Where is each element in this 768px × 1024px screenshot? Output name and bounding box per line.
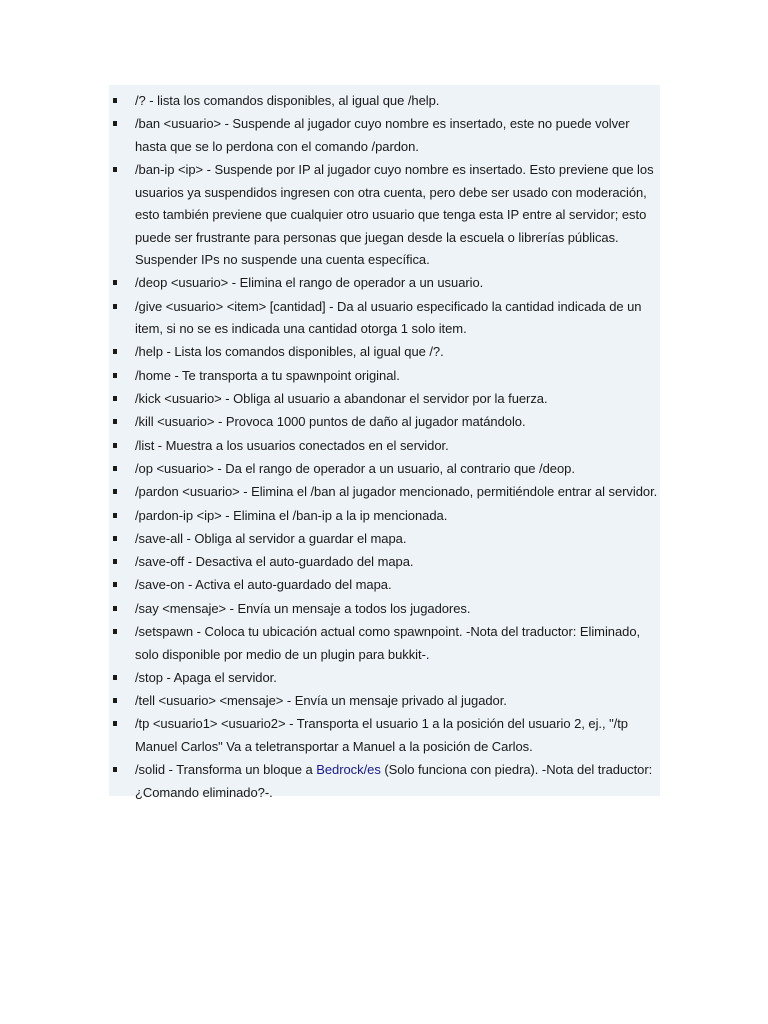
list-item — [109, 341, 660, 364]
bullet-icon — [113, 629, 117, 634]
command-text: /list - Muestra a los usuarios conectados en el servidor. — [135, 437, 449, 453]
list-item — [109, 528, 660, 551]
list-item — [109, 713, 660, 758]
command-text: /kick <usuario> - Obliga al usuario a abandonar el servidor por la fuerza. — [135, 391, 548, 407]
bullet-icon — [113, 121, 117, 126]
bullet-icon — [113, 606, 117, 611]
command-text: /give <usuario> <item> [cantidad] - Da al usuario especificado la cantidad indicada de un item, si no se es indicada una cantidad otorga 1 solo item. — [135, 298, 642, 337]
command-text: /tell <usuario> <mensaje> - Envía un mensaje privado al jugador. — [135, 693, 507, 709]
bullet-icon — [113, 98, 117, 103]
list-item — [109, 159, 660, 272]
list-item — [109, 598, 660, 621]
bullet-icon — [113, 304, 117, 309]
bullet-icon — [113, 280, 117, 285]
list-item — [109, 435, 660, 458]
bullet-icon — [113, 489, 117, 494]
command-text: /? - lista los comandos disponibles, al igual que /help. — [135, 93, 440, 108]
command-text: /ban <usuario> - Suspende al jugador cuyo nombre es insertado, este no puede volver hasta que se lo perdona con el comando /pardon. — [135, 116, 630, 154]
command-text: /stop - Apaga el servidor. — [135, 669, 277, 685]
list-item — [109, 458, 660, 481]
command-text: /save-off - Desactiva el auto-guardado del mapa. — [135, 554, 414, 570]
command-text: /save-all - Obliga al servidor a guardar el mapa. — [135, 530, 407, 546]
list-item — [109, 296, 660, 341]
command-text: /ban-ip <ip> - Suspende por IP al jugador cuyo nombre es insertado. Esto previene que los usuarios ya suspendidos ingresen con otra cuenta, pero debe ser usado con moderación, esto también previene que cualquier otro usuario que tenga esta IP entre al servidor; esto puede ser frustrante para personas que juegan desde la escuela o librerías públicas. Suspender IPs no suspende una cuenta específica. — [135, 162, 654, 268]
list-item — [109, 505, 660, 528]
command-text: /pardon-ip <ip> - Elimina el /ban-ip a la ip mencionada. — [135, 507, 448, 523]
bullet-icon — [113, 559, 117, 564]
command-text: /say <mensaje> - Envía un mensaje a todos los jugadores. — [135, 600, 471, 616]
bullet-icon — [113, 582, 117, 587]
list-item — [109, 759, 660, 804]
bullet-icon — [113, 675, 117, 680]
list-item — [109, 481, 660, 504]
bullet-icon — [113, 419, 117, 424]
command-text: /op <usuario> - Da el rango de operador a un usuario, al contrario que /deop. — [135, 460, 575, 476]
command-text: /home - Te transporta a tu spawnpoint original. — [135, 367, 400, 383]
list-item — [109, 113, 660, 158]
list-item — [109, 574, 660, 597]
bullet-icon — [113, 443, 117, 448]
list-item — [109, 690, 660, 713]
bullet-icon — [113, 167, 117, 172]
bullet-icon — [113, 466, 117, 471]
bullet-icon — [113, 536, 117, 541]
commands-list — [109, 90, 660, 805]
bullet-icon — [113, 396, 117, 401]
list-item — [109, 411, 660, 434]
commands-panel — [109, 85, 660, 800]
list-item — [109, 90, 660, 113]
list-item — [109, 365, 660, 388]
command-text-after-link: (Solo funciona con piedra). -Nota del traductor: ¿Comando eliminado?-. — [135, 762, 653, 800]
list-item — [109, 621, 660, 666]
bullet-icon — [113, 698, 117, 703]
bullet-icon — [113, 513, 117, 518]
command-text: /save-on - Activa el auto-guardado del mapa. — [135, 577, 392, 593]
command-text: /deop <usuario> - Elimina el rango de operador a un usuario. — [135, 275, 484, 291]
list-item — [109, 388, 660, 411]
bullet-icon — [113, 721, 117, 726]
command-text-before-link: /solid - Transforma un bloque a — [135, 762, 317, 778]
command-text: /setspawn - Coloca tu ubicación actual como spawnpoint. -Nota del traductor: Eliminado, solo disponible por medio de un plugin para bukkit-. — [135, 624, 641, 662]
command-text: /kill <usuario> - Provoca 1000 puntos de daño al jugador matándolo. — [135, 414, 526, 430]
command-text: /tp <usuario1> <usuario2> - Transporta el usuario 1 a la posición del usuario 2, ej., "/tp Manuel Carlos" Va a teletransportar a Manuel a la posición de Carlos. — [135, 716, 628, 754]
bullet-icon — [113, 373, 117, 378]
bedrock-link[interactable]: Bedrock/es — [316, 762, 381, 778]
list-item — [109, 272, 660, 295]
list-item — [109, 667, 660, 690]
bullet-icon — [113, 767, 117, 772]
bullet-icon — [113, 349, 117, 354]
list-item — [109, 551, 660, 574]
command-text: /help - Lista los comandos disponibles, al igual que /?. — [135, 344, 444, 360]
command-text: /pardon <usuario> - Elimina el /ban al jugador mencionado, permitiéndole entrar al servidor. — [135, 484, 658, 500]
